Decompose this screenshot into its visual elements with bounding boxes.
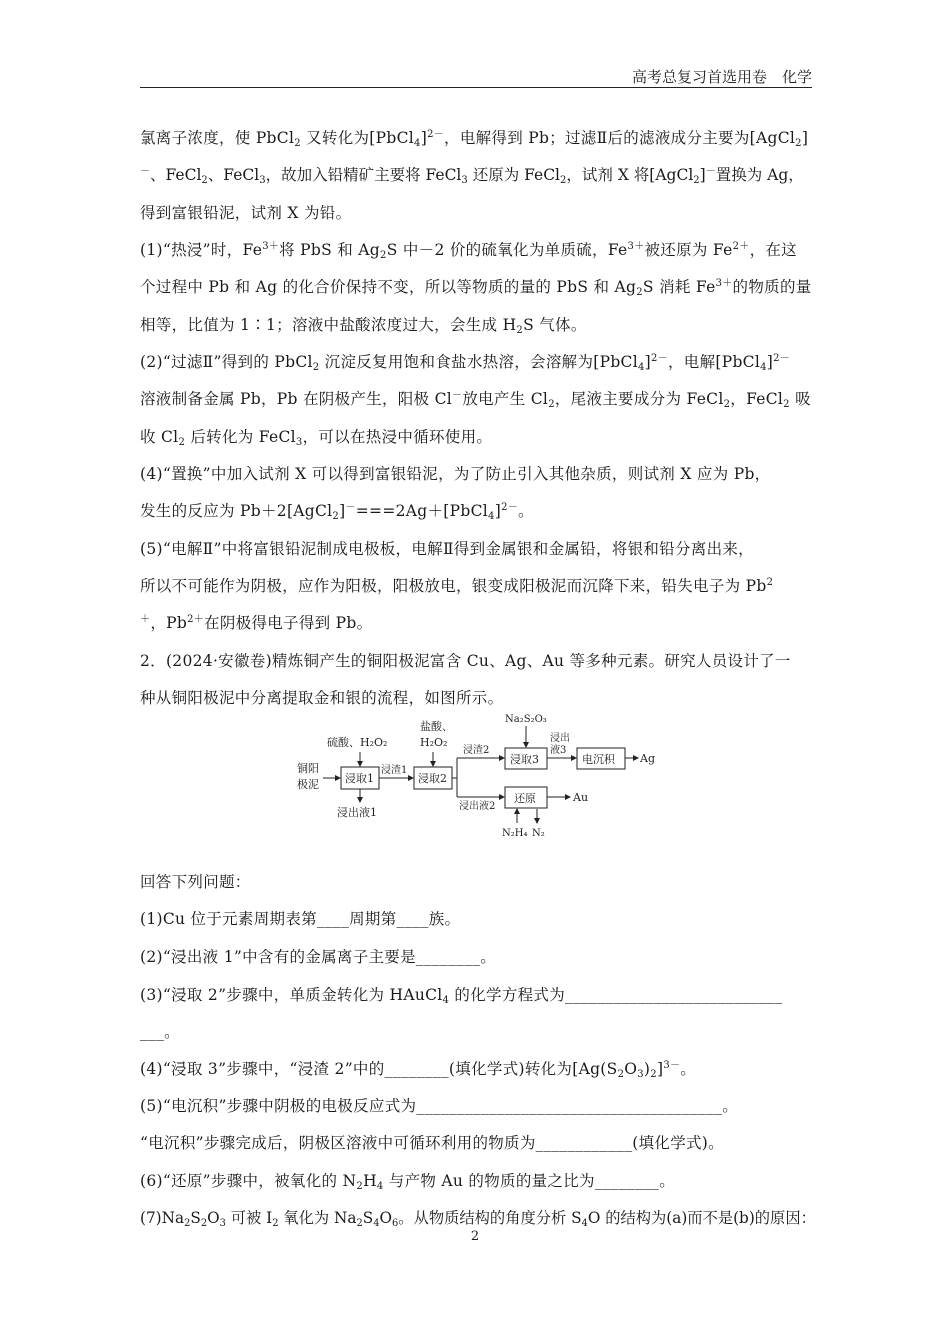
superscript: 2－ [773, 353, 791, 364]
text-run: ，Pb [150, 614, 188, 632]
flow-leachate1: 浸出液1 [337, 806, 377, 819]
text-run: 氧化为 Na [278, 1209, 357, 1227]
text-run: 种从铜阳极泥中分离提取金和银的流程，如图所示。 [140, 689, 504, 707]
text-run: (4)“浸取 3”步骤中，“浸渣 2”中的________(填化学式)转化为[Ag(S [140, 1060, 618, 1078]
superscript: ＋ [140, 614, 151, 625]
text-run: (2)“过滤Ⅱ”得到的 PbCl [140, 353, 313, 371]
text-line [140, 277, 816, 297]
text-line [140, 909, 816, 929]
text-line [140, 651, 816, 671]
superscript: 2＋ [187, 614, 205, 625]
text-run: (4)“置换”中加入试剂 X 可以得到富银铅泥，为了防止引入其他杂质，则试剂 X 应为 Pb， [140, 465, 771, 483]
flow-residue1: 浸渣1 [381, 765, 408, 776]
text-run: 、FeCl [207, 166, 260, 184]
subscript: 2 [332, 511, 340, 522]
header-rule [140, 87, 812, 88]
text-line [140, 240, 816, 260]
text-run: 可被 I [225, 1209, 273, 1227]
flow-leachate2: 浸出液2 [459, 801, 496, 812]
text-run: S 中－2 价的硫氧化为单质硫，Fe [386, 241, 628, 259]
text-run: ] [339, 502, 346, 520]
subscript: 2 [380, 250, 387, 261]
text-run: ] [494, 502, 502, 520]
subscript: 3 [461, 175, 468, 186]
text-line [140, 1208, 816, 1229]
text-run: (2)“浸出液 1”中含有的金属离子主要是________。 [140, 948, 497, 966]
page-number: 2 [470, 1229, 480, 1244]
text-run: ，可以在热浸中循环使用。 [302, 428, 493, 446]
text-line [140, 1096, 816, 1116]
flow-reagent-n2h4: N₂H₄ [502, 828, 528, 839]
text-run: 。从物质结构的角度分析 S [398, 1209, 582, 1227]
text-run: 置换为 Ag， [715, 166, 804, 184]
text-run: 的化学方程式为___________________________ [449, 986, 783, 1004]
superscript: 2－ [501, 502, 519, 513]
text-run: 氯离子浓度，使 PbCl [140, 129, 295, 147]
superscript: 3＋ [262, 241, 280, 252]
text-line [140, 501, 816, 521]
text-run: ) [643, 1060, 651, 1078]
flow-leachate3-line2: 液3 [550, 745, 567, 756]
subscript: 4 [373, 1218, 380, 1229]
text-line [140, 1133, 816, 1153]
text-run: 溶液制备金属 Pb，Pb 在阴极产生，阳极 Cl [140, 390, 453, 408]
superscript: 2 [766, 577, 774, 588]
flow-box-leach1-label: 浸取1 [345, 772, 374, 785]
text-run: 所以不可能作为阴极，应作为阳极，阳极放电，银变成阳极泥而沉降下来，铅失电子为 Pb [140, 577, 767, 595]
flow-reagent1: 硫酸、H₂O₂ [327, 736, 388, 749]
text-line [140, 128, 816, 148]
text-line [140, 947, 816, 967]
superscript: 3＋ [627, 241, 645, 252]
flow-product-au: Au [573, 791, 589, 804]
running-header: 高考总复习首选用卷 化学 [631, 68, 812, 86]
text-run: ，FeCl [730, 390, 784, 408]
text-run: 沉淀反复用饱和食盐水热溶，会溶解为[PbCl [319, 353, 638, 371]
text-run: O [379, 1209, 393, 1227]
subscript: 4 [581, 1218, 588, 1229]
text-run: ，在这 [749, 241, 797, 259]
subscript: 2 [294, 138, 301, 149]
text-run: (6)“还原”步骤中，被氧化的 N [140, 1172, 357, 1190]
text-run: ] [801, 129, 809, 147]
text-run: ，试剂 X 将[AgCl [566, 166, 694, 184]
subscript: 2 [201, 175, 208, 186]
text-run: 吸 [789, 390, 811, 408]
subscript: 2 [178, 437, 186, 448]
text-run: 。 [680, 1060, 697, 1078]
text-run: S 气体。 [523, 316, 587, 334]
subscript: 2 [723, 399, 731, 410]
text-run: H [363, 1172, 377, 1190]
text-run: 将 PbS 和 Ag [279, 241, 381, 259]
subscript: 3 [295, 437, 303, 448]
superscript: 3＋ [715, 278, 733, 289]
superscript: 3－ [663, 1060, 681, 1071]
subscript: 2 [516, 325, 524, 336]
flow-residue2: 浸渣2 [463, 745, 490, 756]
subscript: 2 [356, 1218, 363, 1229]
text-run: ] [644, 353, 651, 371]
flow-box-reduce-label: 还原 [514, 792, 536, 805]
text-run: (1)“热浸”时，Fe [140, 241, 263, 259]
flow-box-electrodeposit-label: 电沉积 [582, 753, 615, 766]
text-run: ] [699, 166, 706, 184]
subscript: 4 [760, 362, 767, 373]
subscript: 2 [693, 175, 700, 186]
superscript: 2＋ [732, 241, 750, 252]
text-run: 回答下列问题： [140, 873, 251, 891]
subscript: 3 [637, 1069, 644, 1080]
text-line [140, 464, 816, 484]
superscript: － [345, 502, 356, 513]
flow-gas-n2: N₂ [532, 828, 545, 839]
flow-reagent3: Na₂S₂O₃ [505, 714, 547, 725]
text-line [140, 576, 816, 596]
text-run: 相等，比值为 1∶1；溶液中盐酸浓度过大，会生成 H [140, 316, 517, 334]
text-run: O 的结构为(a)而不是(b)的原因： [587, 1209, 816, 1227]
text-line [140, 539, 816, 559]
text-run: 个过程中 Pb 和 Ag 的化合价保持不变，所以等物质的量的 PbS 和 Ag [140, 278, 637, 296]
text-run: ，故加入铅精矿主要将 FeCl [265, 166, 462, 184]
text-run: S [190, 1209, 201, 1227]
text-run: O [207, 1209, 220, 1227]
text-line [140, 1059, 816, 1079]
text-run: ，尾液主要成分为 FeCl [554, 390, 724, 408]
flow-leachate3-line1: 浸出 [550, 733, 570, 744]
text-line [140, 1022, 816, 1042]
superscript: 2－ [651, 353, 668, 364]
text-run: 发生的反应为 Pb＋2[AgCl [140, 502, 333, 520]
text-run: ] [420, 129, 428, 147]
subscript: 2 [312, 362, 320, 373]
text-run: 2．(2024·安徽卷)精炼铜产生的铜阳极泥富含 Cu、Ag、Au 等多种元素。研究人员设计了一 [140, 652, 791, 670]
flow-start-line2: 极泥 [297, 778, 319, 791]
text-run: “电沉积”步骤完成后，阴极区溶液中可循环利用的物质为____________(填化学式)。 [140, 1134, 724, 1152]
text-run: 。 [518, 502, 534, 520]
subscript: 2 [184, 1218, 191, 1229]
flow-reagent2-line2: H₂O₂ [420, 736, 448, 749]
subscript: 2 [356, 1181, 364, 1192]
subscript: 2 [548, 399, 555, 410]
subscript: 3 [219, 1218, 226, 1229]
text-run: (5)“电沉积”步骤中阴极的电极反应式为______________________________________。 [140, 1097, 739, 1115]
text-run: (1)Cu 位于元素周期表第____周期第____族。 [140, 910, 461, 928]
subscript: 2 [560, 175, 567, 186]
text-line [140, 985, 816, 1005]
flow-product-ag: Ag [640, 752, 655, 765]
superscript: － [705, 166, 716, 177]
text-line [140, 427, 816, 447]
subscript: 3 [259, 175, 266, 186]
text-run: (7)Na [140, 1209, 185, 1227]
text-run: (5)“电解Ⅱ”中将富银铅泥制成电极板，电解Ⅱ得到金属银和金属铅，将银和铅分离出来， [140, 540, 754, 558]
text-line [140, 315, 816, 335]
text-run: 在阴极得电子得到 Pb。 [204, 614, 373, 632]
flow-reagent2-line1: 盐酸、 [420, 720, 453, 733]
subscript: 2 [200, 1218, 208, 1229]
subscript: 2 [783, 399, 790, 410]
text-line [140, 165, 816, 185]
text-line [140, 688, 816, 708]
text-run: ] [656, 1060, 664, 1078]
text-run: ===2Ag＋[PbCl [355, 502, 489, 520]
subscript: 2 [795, 138, 802, 149]
text-run: S 消耗 Fe [642, 278, 716, 296]
flowchart [285, 710, 665, 840]
subscript: 2 [636, 287, 643, 298]
text-run: 的物质的量 [732, 278, 812, 296]
text-run: 被还原为 Fe [644, 241, 733, 259]
text-line [140, 389, 816, 409]
subscript: 2 [650, 1069, 657, 1080]
text-run: 得到富银铅泥，试剂 X 为铅。 [140, 204, 352, 222]
flow-box-leach2-label: 浸取2 [418, 772, 447, 785]
text-line [140, 872, 816, 892]
flow-box-leach3-label: 浸取3 [510, 753, 539, 766]
flow-start-line1: 铜阳 [297, 762, 319, 775]
text-line [140, 203, 816, 223]
text-run: 、FeCl [150, 166, 202, 184]
text-run: 还原为 FeCl [467, 166, 561, 184]
text-line [140, 1171, 816, 1191]
superscript: 2－ [427, 129, 445, 140]
subscript: 2 [272, 1218, 279, 1229]
text-run: S [362, 1209, 374, 1227]
text-run: ，电解[PbCl [667, 353, 761, 371]
subscript: 6 [392, 1218, 399, 1229]
subscript: 4 [414, 138, 421, 149]
text-run: 收 Cl [140, 428, 179, 446]
subscript: 4 [488, 511, 495, 522]
text-run: ___。 [140, 1023, 180, 1041]
subscript: 4 [442, 995, 450, 1006]
superscript: － [140, 166, 150, 177]
text-line [140, 613, 816, 633]
text-run: 又转化为[PbCl [300, 129, 415, 147]
subscript: 2 [617, 1069, 625, 1080]
subscript: 4 [376, 1181, 384, 1192]
text-run: 后转化为 FeCl [185, 428, 296, 446]
text-line [140, 352, 816, 372]
subscript: 4 [637, 362, 645, 373]
superscript: － [452, 390, 463, 401]
text-run: 放电产生 Cl [462, 390, 549, 408]
text-run: O [624, 1060, 638, 1078]
text-run: (3)“浸取 2”步骤中，单质金转化为 HAuCl [140, 986, 443, 1004]
text-run: 与产物 Au 的物质的量之比为________。 [383, 1172, 676, 1190]
text-run: ] [766, 353, 774, 371]
text-run: ，电解得到 Pb；过滤Ⅱ后的滤液成分主要为[AgCl [444, 129, 796, 147]
